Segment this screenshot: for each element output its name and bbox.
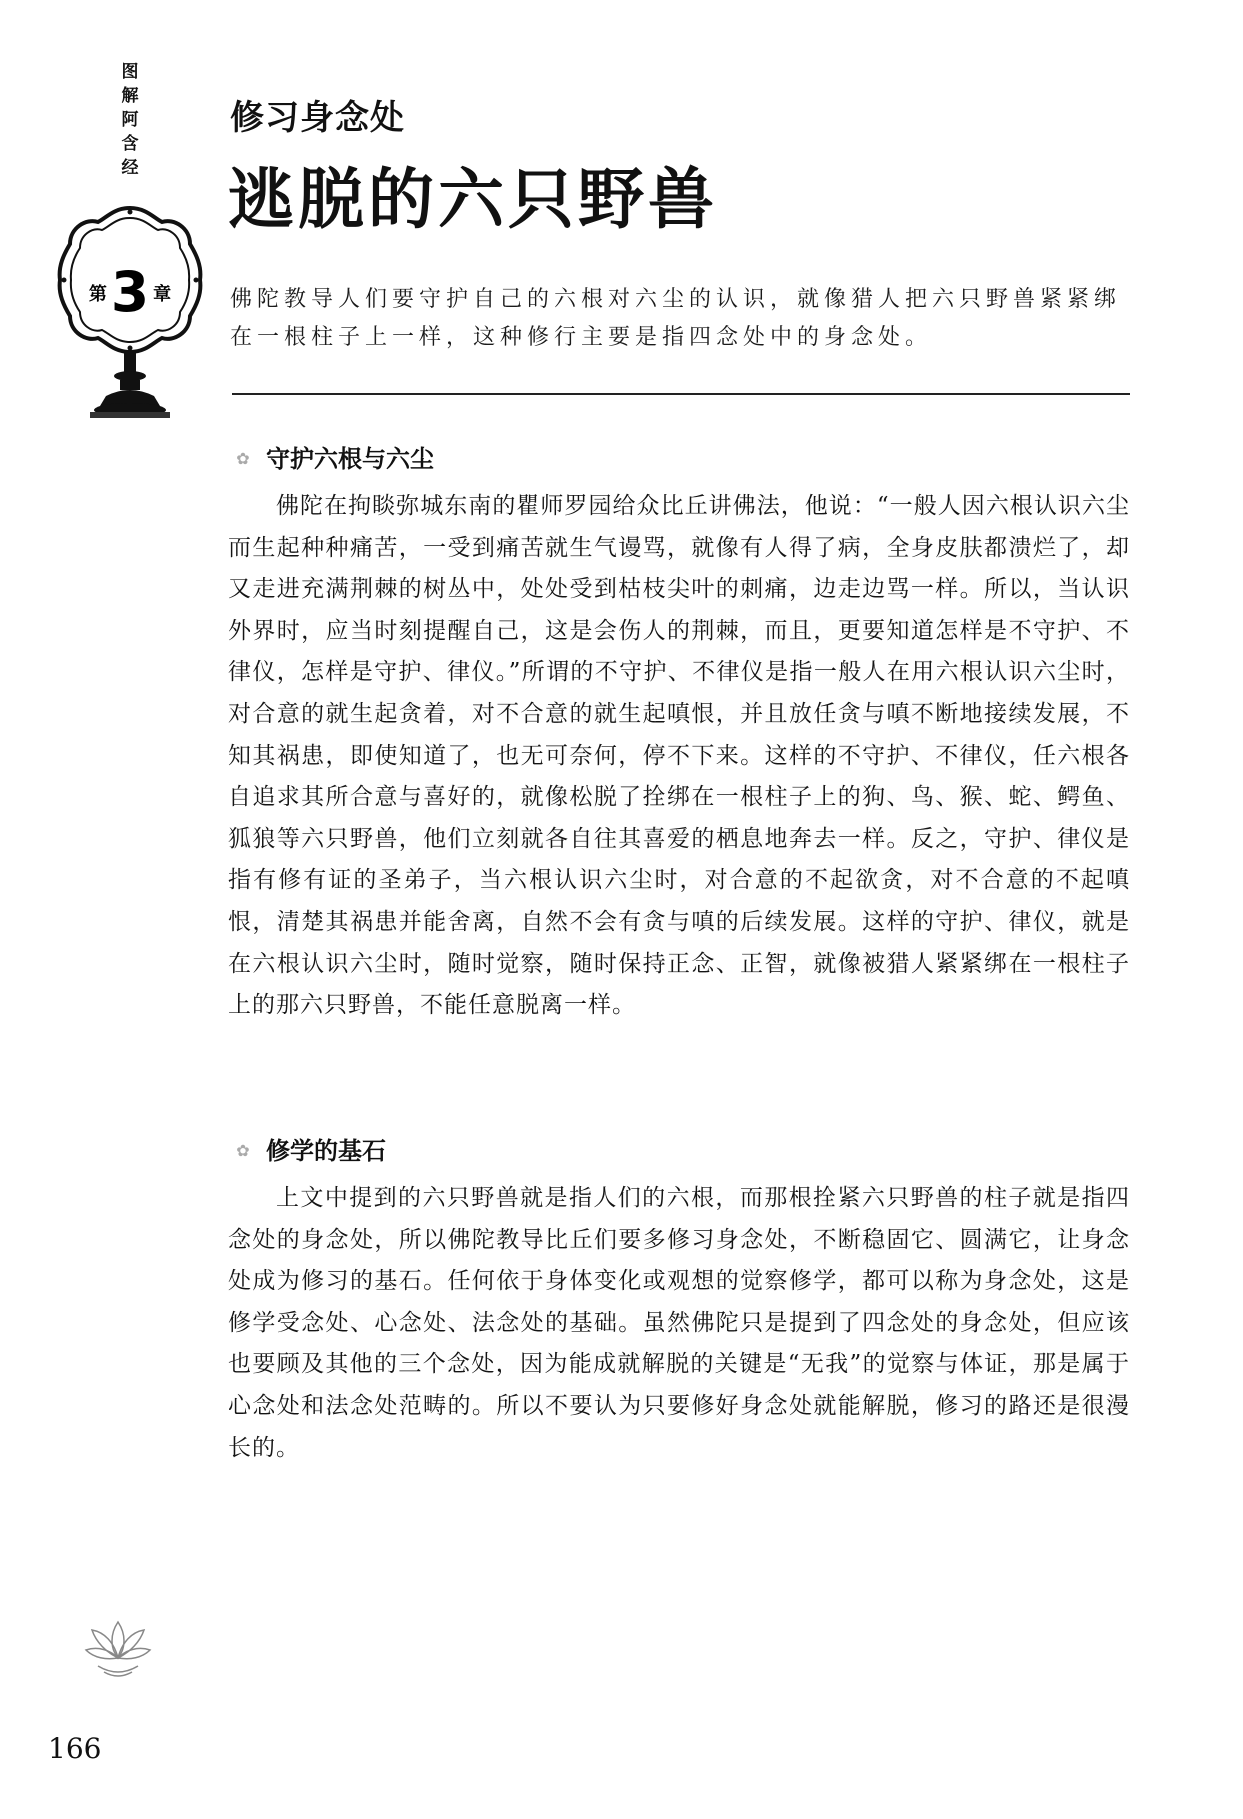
series-title-char: 阿 [121,110,139,130]
series-title-vertical [115,62,145,179]
chapter-prefix: 第 [88,283,107,305]
lotus-icon [78,1612,158,1682]
chapter-medallion-icon [50,200,210,430]
section-paragraph: 佛陀在拘睒弥城东南的瞿师罗园给众比丘讲佛法，他说：“一般人因六根认识六尘而生起种种痛苦，一受到痛苦就生气谩骂，就像有人得了病，全身皮肤都溃烂了，却又走进充满荆棘的树丛中，处处受到枯枝尖叶的刺痛，边走边骂一样。所以，当认识外界时，应当时刻提醒自己，这是会伤人的荆棘，而且，更要知道怎样是不守护、不律仪，怎样是守护、律仪。”所谓的不守护、不律仪是指一般人在用六根认识六尘时，对合意的就生起贪着，对不合意的就生起嗔恨，并且放任贪与嗔不断地接续发展，不知其祸患，即使知道了，也无可奈何，停不下来。这样的不守护、不律仪，任六根各自追求其所合意与喜好的，就像松脱了拴绑在一根柱子上的狗、鸟、猴、蛇、鳄鱼、狐狼等六只野兽，他们立刻就各自往其喜爱的栖息地奔去一样。反之，守护、律仪是指有修有证的圣弟子，当六根认识六尘时，对合意的不起欲贪，对不合意的不起嗔恨，清楚其祸患并能舍离，自然不会有贪与嗔的后续发展。这样的守护、律仪，就是在六根认识六尘时，随时觉察，随时保持正念、正智，就像被猎人紧紧绑在一根柱子上的那六只野兽，不能任意脱离一样。 [228,493,1130,1019]
series-title-char: 含 [121,134,139,154]
section-paragraph: 上文中提到的六只野兽就是指人们的六根，而那根拴紧六只野兽的柱子就是指四念处的身念处，所以佛陀教导比丘们要多修习身念处，不断稳固它、圆满它，让身念处成为修习的基石。任何依于身体变化或观想的觉察修学，都可以称为身念处，这是修学受念处、心念处、法念处的基础。虽然佛陀只是提到了四念处的身念处，但应该也要顾及其他的三个念处，因为能成就解脱的关键是“无我”的觉察与体证，那是属于心念处和法念处范畴的。所以不要认为只要修好身念处就能解脱，修习的路还是很漫长的。 [228,1185,1130,1461]
section-kicker: 修习身念处 [230,98,405,138]
page-number: 166 [48,1732,102,1765]
series-title-char: 图 [121,62,139,82]
flower-bullet-icon: ✿ [236,1141,250,1160]
chapter-suffix: 章 [153,283,172,305]
chapter-badge [50,200,210,430]
header-divider [232,393,1130,395]
section-heading [232,444,434,474]
series-title-char: 经 [121,158,139,178]
flower-bullet-icon: ✿ [236,449,250,468]
section-heading-text: 修学的基石 [266,1137,386,1165]
section-heading-text: 守护六根与六尘 [266,445,434,473]
chapter-number: 3 [110,260,150,324]
lotus-ornament [78,1612,158,1682]
series-title-char: 解 [121,86,139,106]
section-heading [232,1136,386,1166]
page-title: 逃脱的六只野兽 [228,160,718,238]
intro-paragraph: 佛陀教导人们要守护自己的六根对六尘的认识，就像猎人把六只野兽紧紧绑在一根柱子上一样，这种修行主要是指四念处中的身念处。 [230,287,1122,350]
